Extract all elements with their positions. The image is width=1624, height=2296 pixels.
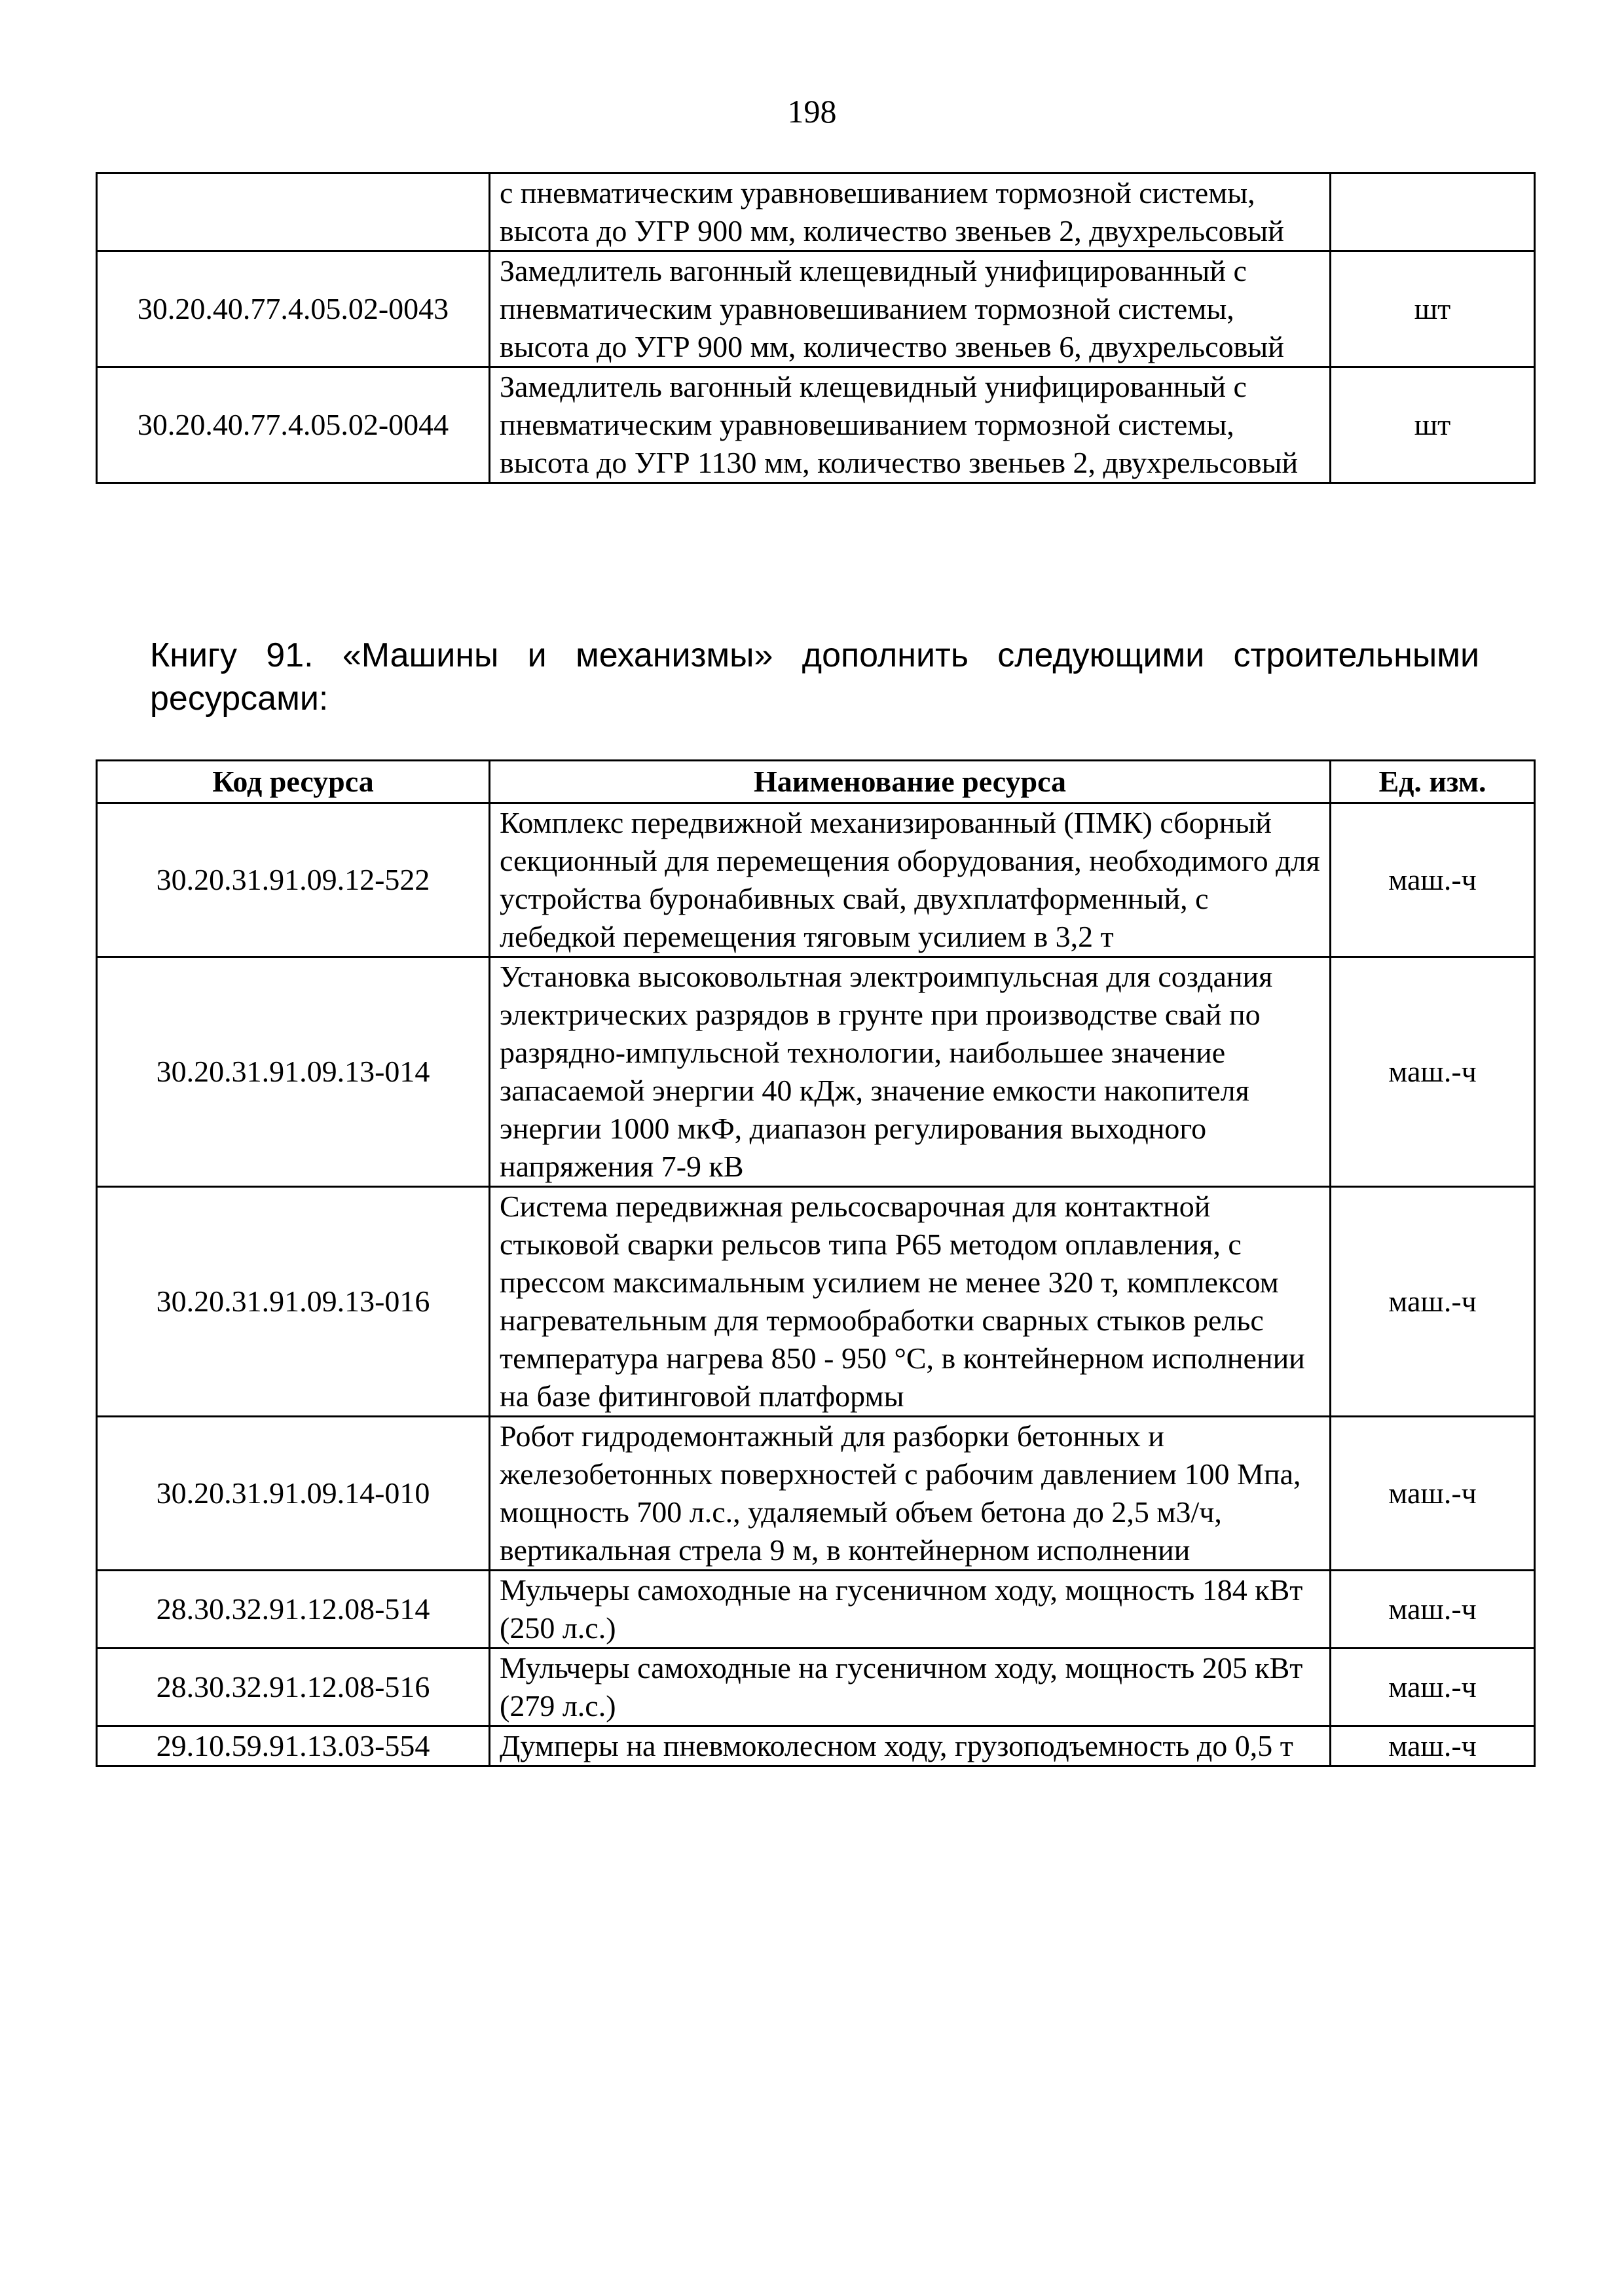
resource-name: Замедлитель вагонный клещевидный унифицированный с пневматическим уравновешиванием тормозной системы, высота до УГР 1130 мм, количество звеньев 2, двухрельсовый bbox=[490, 367, 1331, 483]
resource-name: с пневматическим уравновешиванием тормозной системы, высота до УГР 900 мм, количество звеньев 2, двухрельсовый bbox=[490, 173, 1331, 251]
table-row bbox=[97, 1571, 1535, 1649]
resource-name: Система передвижная рельсосварочная для контактной стыковой сварки рельсов типа Р65 методом оплавления, с прессом максимальным усилием не менее 320 т, комплексом нагревательным для термообработки сварных стыков рельс температура нагрева 850 - 950 °С, в контейнерном исполнении на базе фитинговой платформы bbox=[490, 1187, 1331, 1417]
table-row bbox=[97, 803, 1535, 957]
header-unit: Ед. изм. bbox=[1331, 761, 1535, 803]
resource-name: Установка высоковольтная электроимпульсная для создания электрических разрядов в грунте при производстве свай по разрядно-импульсной технологии, наибольшее значение запасаемой энергии 40 кДж, значение емкости накопителя энергии 1000 мкФ, диапазон регулирования выходного напряжения 7-9 кВ bbox=[490, 957, 1331, 1187]
resource-code: 30.20.31.91.09.13-014 bbox=[97, 957, 490, 1187]
resource-name: Комплекс передвижной механизированный (ПМК) сборный секционный для перемещения оборудования, необходимого для устройства буронабивных свай, двухплатформенный, с лебедкой перемещения тяговым усилием в 3,2 т bbox=[490, 803, 1331, 957]
resource-code: 30.20.31.91.09.12-522 bbox=[97, 803, 490, 957]
resource-code: 30.20.40.77.4.05.02-0043 bbox=[97, 251, 490, 367]
resource-name: Думперы на пневмоколесном ходу, грузоподъемность до 0,5 т bbox=[490, 1726, 1331, 1766]
resource-code: 30.20.40.77.4.05.02-0044 bbox=[97, 367, 490, 483]
table-row bbox=[97, 1726, 1535, 1766]
table-row bbox=[97, 251, 1535, 367]
resource-unit: маш.-ч bbox=[1331, 1417, 1535, 1571]
table-row bbox=[97, 1187, 1535, 1417]
table-row bbox=[97, 1417, 1535, 1571]
resource-unit: шт bbox=[1331, 367, 1535, 483]
resource-code: 30.20.31.91.09.13-016 bbox=[97, 1187, 490, 1417]
header-name: Наименование ресурса bbox=[490, 761, 1331, 803]
resource-unit: маш.-ч bbox=[1331, 1571, 1535, 1649]
resource-unit: маш.-ч bbox=[1331, 1187, 1535, 1417]
resource-code: 30.20.31.91.09.14-010 bbox=[97, 1417, 490, 1571]
table-row bbox=[97, 367, 1535, 483]
resource-name: Робот гидродемонтажный для разборки бетонных и железобетонных поверхностей с рабочим давлением 100 Мпа, мощность 700 л.с., удаляемый объем бетона до 2,5 м3/ч, вертикальная стрела 9 м, в контейнерном исполнении bbox=[490, 1417, 1331, 1571]
resource-name: Замедлитель вагонный клещевидный унифицированный с пневматическим уравновешиванием тормозной системы, высота до УГР 900 мм, количество звеньев 6, двухрельсовый bbox=[490, 251, 1331, 367]
resource-unit: шт bbox=[1331, 251, 1535, 367]
resource-code: 29.10.59.91.13.03-554 bbox=[97, 1726, 490, 1766]
resource-code: 28.30.32.91.12.08-514 bbox=[97, 1571, 490, 1649]
table-row bbox=[97, 1649, 1535, 1726]
continued-resource-table bbox=[96, 172, 1536, 484]
page-number: 198 bbox=[787, 93, 837, 130]
resource-unit: маш.-ч bbox=[1331, 803, 1535, 957]
resource-unit: маш.-ч bbox=[1331, 1726, 1535, 1766]
machines-resource-table bbox=[96, 759, 1536, 1767]
header-code: Код ресурса bbox=[97, 761, 490, 803]
resource-unit: маш.-ч bbox=[1331, 957, 1535, 1187]
table-header-row bbox=[97, 761, 1535, 803]
resource-code bbox=[97, 173, 490, 251]
intro-paragraph: Книгу 91. «Машины и механизмы» дополнить следующими строительными ресурсами: bbox=[150, 636, 1479, 718]
resource-name: Мульчеры самоходные на гусеничном ходу, мощность 205 кВт (279 л.с.) bbox=[490, 1649, 1331, 1726]
resource-code: 28.30.32.91.12.08-516 bbox=[97, 1649, 490, 1726]
table-row bbox=[97, 957, 1535, 1187]
resource-unit bbox=[1331, 173, 1535, 251]
table-row bbox=[97, 173, 1535, 251]
resource-name: Мульчеры самоходные на гусеничном ходу, мощность 184 кВт (250 л.с.) bbox=[490, 1571, 1331, 1649]
resource-unit: маш.-ч bbox=[1331, 1649, 1535, 1726]
